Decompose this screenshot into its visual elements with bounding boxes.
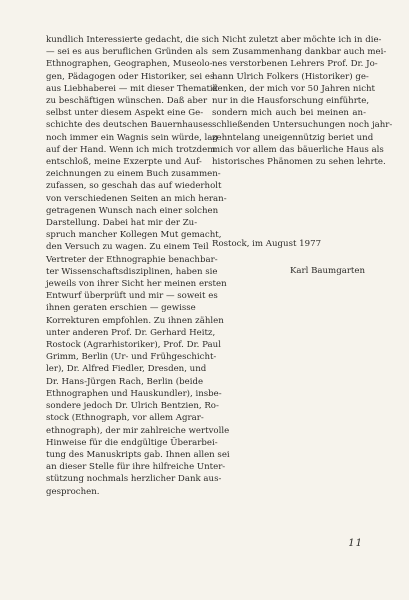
text-line: von verschiedenen Seiten an mich heran- <box>46 193 227 204</box>
text-line: — sei es aus beruflichen Gründen als <box>46 47 208 58</box>
text-line: aus Liebhaberei — mit dieser Thematik <box>46 83 218 94</box>
text-line: tung des Manuskripts gab. Ihnen allen sei <box>46 449 230 460</box>
text-line: ethnograph), der mir zahlreiche wertvolle <box>46 425 230 436</box>
text-line: mich vor allem das bäuerliche Haus als <box>212 144 384 155</box>
text-line: sem Zusammenhang dankbar auch mei- <box>212 47 387 58</box>
text-line: zeichnungen zu einem Buch zusammen- <box>46 169 221 180</box>
place-date-line: Rostock, im August 1977 <box>212 239 322 249</box>
author-signature: Karl Baumgarten <box>289 266 365 276</box>
page-number: 11 <box>348 538 363 549</box>
text-line: zufassen, so geschah das auf wiederholt <box>46 181 222 192</box>
text-line: Dr. Hans-Jürgen Rach, Berlin (beide <box>46 376 204 387</box>
text-line: den Versuch zu wagen. Zu einem Teil <box>46 242 209 253</box>
text-line: hann Ulrich Folkers (Historiker) ge- <box>212 71 369 82</box>
text-line: Darstellung. Dabei hat mir der Zu- <box>46 218 198 229</box>
text-line: stock (Ethnograph, vor allem Agrar- <box>46 413 204 424</box>
text-line: nes verstorbenen Lehrers Prof. Dr. Jo- <box>212 59 378 70</box>
text-line: noch immer ein Wagnis sein würde, lag <box>46 132 218 143</box>
text-line: schichte des deutschen Bauernhauses <box>46 120 213 131</box>
text-line: sondern mich auch bei meinen an- <box>212 108 366 119</box>
text-line: historisches Phänomen zu sehen lehrte. <box>212 157 386 168</box>
paragraph <box>46 34 230 498</box>
text-line: auf der Hand. Wenn ich mich trotzdem <box>46 144 216 155</box>
paragraph <box>212 34 393 168</box>
text-line: gen, Pädagogen oder Historiker, sei es <box>46 71 215 82</box>
text-line: Ethnographen, Geographen, Museolo- <box>46 59 213 70</box>
right-text-column <box>212 34 393 168</box>
text-line: ler), Dr. Alfred Fiedler, Dresden, und <box>46 364 207 375</box>
text-line: selbst unter diesem Aspekt eine Ge- <box>46 108 204 119</box>
text-line: Nicht zuletzt aber möchte ich in die- <box>222 35 382 45</box>
left-text-column <box>46 34 230 498</box>
text-line: schließenden Untersuchungen noch jahr- <box>212 120 393 131</box>
text-line: entschloß, meine Exzerpte und Auf- <box>46 157 202 168</box>
text-line: kundlich Interessierte gedacht, die sich <box>46 35 220 45</box>
text-line: Rostock (Agrarhistoriker), Prof. Dr. Paul <box>46 340 221 351</box>
text-line: Korrekturen empfohlen. Zu ihnen zählen <box>46 315 224 326</box>
text-line: Hinweise für die endgültige Überarbei- <box>46 437 218 448</box>
text-line: Entwurf überprüft und mir — soweit es <box>46 291 218 302</box>
text-line: Grimm, Berlin (Ur- und Frühgeschicht- <box>46 352 217 363</box>
text-line: ter Wissenschaftsdisziplinen, haben sie <box>46 266 218 277</box>
text-line: Vertreter der Ethnographie benachbar- <box>46 254 218 265</box>
text-line: Ethnographen und Hauskundler), insbe- <box>46 388 222 399</box>
text-line: jeweils von ihrer Sicht her meinen ersten <box>46 279 227 290</box>
text-line: stützung nochmals herzlicher Dank aus- <box>46 474 222 485</box>
text-line: denken, der mich vor 50 Jahren nicht <box>212 83 376 94</box>
text-line: ihnen geraten erschien — gewisse <box>46 303 196 314</box>
text-line: zu beschäftigen wünschen. Daß aber <box>46 96 208 107</box>
text-line: gesprochen. <box>46 486 100 497</box>
text-line: spruch mancher Kollegen Mut gemacht, <box>46 230 222 241</box>
text-line: unter anderen Prof. Dr. Gerhard Heitz, <box>46 327 216 338</box>
text-line: nur in die Hausforschung einführte, <box>212 96 370 107</box>
text-line: zehntelang uneigennützig beriet und <box>212 132 374 143</box>
text-line: getragenen Wunsch nach einer solchen <box>46 205 219 216</box>
text-line: sondere jedoch Dr. Ulrich Bentzien, Ro- <box>46 401 219 412</box>
text-line: an dieser Stelle für ihre hilfreiche Unter- <box>46 462 226 473</box>
